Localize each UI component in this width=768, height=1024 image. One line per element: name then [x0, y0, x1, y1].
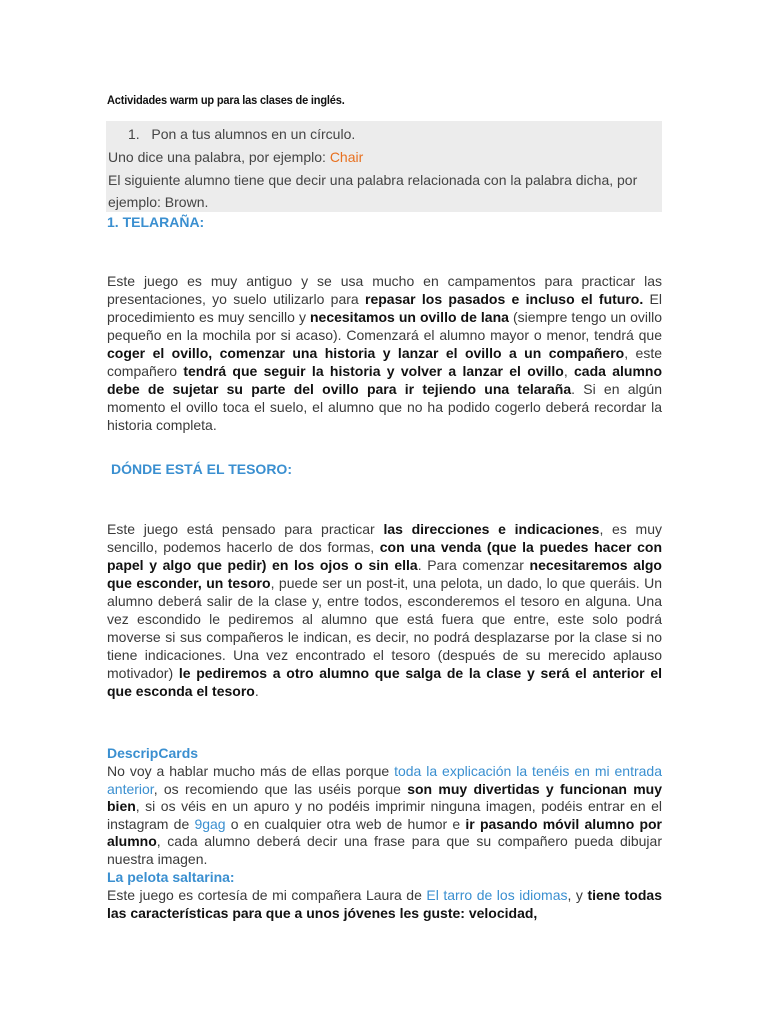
text-run: No voy a hablar mucho más de ellas porque	[107, 763, 395, 779]
link-9gag[interactable]: 9gag	[194, 815, 226, 832]
bold-run: son muy divertidas y funcionan muy bien	[107, 780, 662, 814]
bold-run: coger el ovillo, comenzar una historia y lanzar el ovillo a un compañero	[107, 345, 625, 361]
intro-line-example	[108, 149, 363, 165]
link-entrada-anterior[interactable]: toda la explicación la tenéis en mi entrada anterior	[107, 763, 662, 797]
section-paragraph-telarana	[107, 272, 662, 434]
example-word: Chair	[329, 149, 364, 165]
link-tarro-idiomas[interactable]: El tarro de los idiomas	[426, 887, 568, 903]
bold-run: repasar los pasados e incluso el futuro.	[365, 291, 644, 307]
list-item-text: Pon a tus alumnos en un círculo.	[151, 126, 356, 142]
document-title: Actividades warm up para las clases de inglés.	[107, 93, 345, 107]
section-heading-descripcards: DescripCards	[107, 745, 199, 761]
text-run: , cada alumno deberá decir una frase para que su compañero pueda dibujar nuestra imagen.	[107, 833, 662, 867]
bold-run: necesitamos un ovillo de lana	[309, 309, 509, 325]
section-paragraph-tesoro	[107, 520, 662, 700]
intro-line-example-2: ejemplo: Brown.	[108, 194, 209, 210]
text-run: Este juego es cortesía de mi compañera Laura de	[107, 887, 427, 903]
example-prefix: Uno dice una palabra, por ejemplo:	[108, 149, 330, 165]
text-run: , este compañero	[107, 345, 662, 379]
text-run: , os recomiendo que las uséis porque	[153, 780, 408, 797]
text-run: .	[254, 683, 259, 699]
bold-run: le pediremos a otro alumno que salga de la clase y será el anterior el que esconda el tesoro	[107, 665, 662, 699]
section-heading-tesoro: DÓNDE ESTÁ EL TESORO:	[111, 461, 292, 477]
section-heading-telarana: 1. TELARAÑA:	[107, 214, 205, 230]
bold-run: tiene todas las características para que a unos jóvenes les guste: velocidad,	[107, 887, 662, 921]
text-run: , si os véis en un apuro y no podéis imprimir ninguna imagen, podéis entrar en el instagram de	[107, 798, 662, 832]
list-number: 1.	[128, 126, 140, 142]
text-run: (siempre tengo un ovillo pequeño en la mochila por si acaso). Comenzará el alumno mayor o menor, tendrá que	[107, 309, 662, 343]
bold-run: con una venda (que la puedes hacer con papel y algo que pedir) en los ojos o sin ella	[107, 539, 662, 573]
text-run: , es muy sencillo, podemos hacerlo de dos formas,	[107, 521, 663, 555]
text-run: Este juego es muy antiguo y se usa mucho en campamentos para practicar las presentaciones, yo suelo utilizarlo para	[107, 273, 662, 307]
bold-run: cada alumno debe de sujetar su parte del ovillo para ir tejiendo una telaraña	[107, 363, 663, 397]
section-paragraph-descripcards	[107, 763, 662, 868]
intro-line-rule: El siguiente alumno tiene que decir una palabra relacionada con la palabra dicha, por	[108, 172, 638, 188]
text-run: . Si en algún momento el ovillo toca el suelo, el alumno que no ha podido cogerlo deberá recordar la historia completa.	[107, 381, 662, 433]
bold-run: las direcciones e indicaciones	[383, 521, 600, 537]
section-heading-pelota: La pelota saltarina:	[107, 869, 235, 885]
text-run: El procedimiento es muy sencillo y	[107, 291, 663, 325]
intro-box	[106, 121, 662, 212]
bold-run: ir pasando móvil alumno por alumno	[107, 815, 662, 849]
text-run: Este juego está pensado para practicar	[107, 521, 384, 537]
section-paragraph-pelota	[107, 887, 662, 922]
bold-run: necesitaremos algo que esconder, un tesoro	[107, 557, 662, 591]
bold-run: tendrá que seguir la historia y volver a lanzar el ovillo	[183, 363, 564, 379]
intro-list-item	[128, 126, 355, 142]
text-run: o en cualquier otra web de humor e	[225, 815, 466, 832]
text-run: . Para comenzar	[417, 557, 530, 573]
text-run: ,	[563, 363, 575, 379]
text-run: , y	[567, 887, 588, 903]
text-run: , puede ser un post-it, una pelota, un dado, lo que queráis. Un alumno deberá salir de la clase y, entre todos, esconderemos el tesoro en alguna. Una vez escondido le pediremos al alumno que está fuera que entre, este solo podrá moverse si sus compañeros le indican, es decir, no podrá desplazarse por la clase si no tiene indicaciones. Una vez encontrado el tesoro (después de su merecido aplauso motivador)	[107, 575, 662, 681]
